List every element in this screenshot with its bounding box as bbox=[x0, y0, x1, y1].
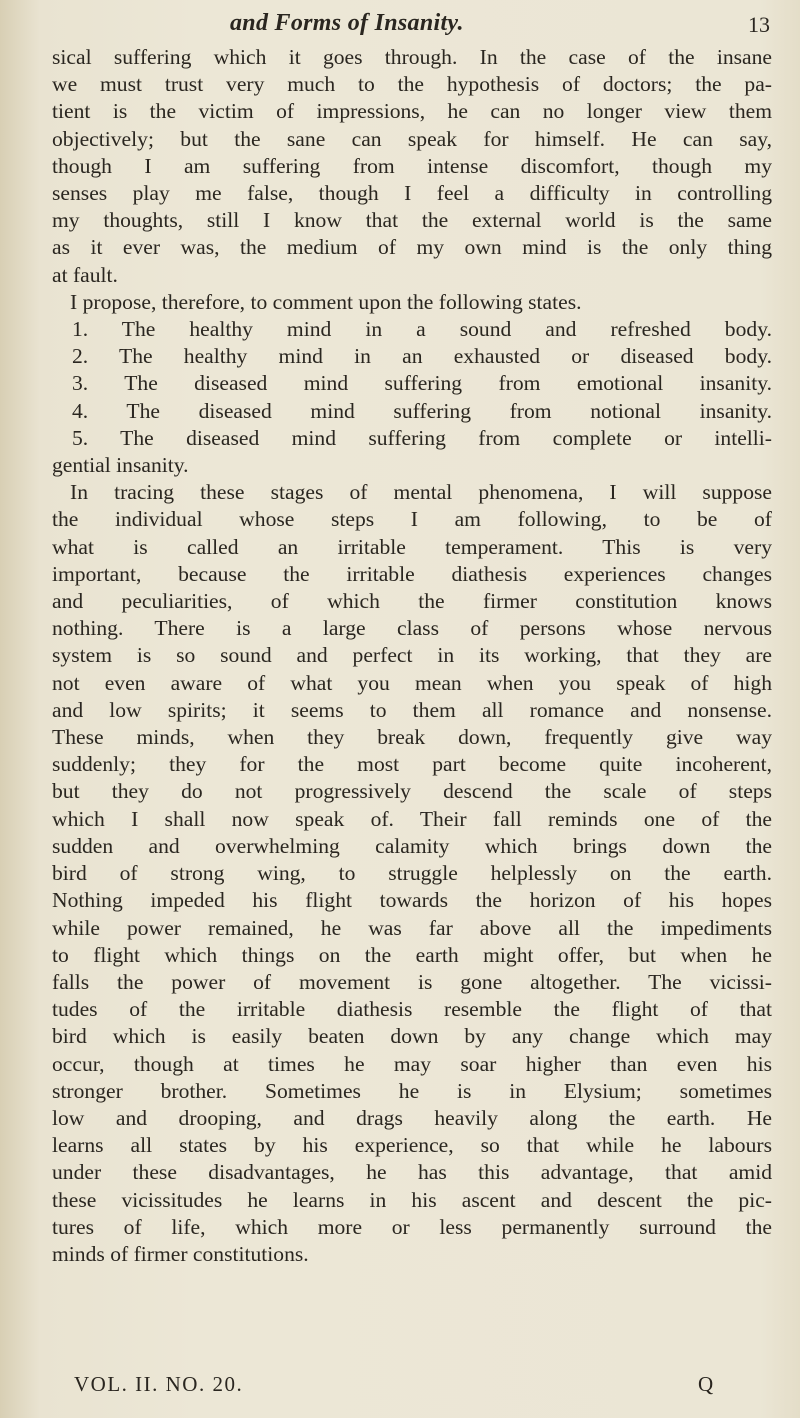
text-line: though I am suffering from intense discomfort, though my bbox=[52, 153, 772, 178]
text-line: while power remained, he was far above all the impediments bbox=[52, 915, 772, 940]
text-line: at fault. bbox=[52, 262, 118, 287]
text-line: under these disadvantages, he has this advantage, that amid bbox=[52, 1160, 772, 1185]
text-line: sical suffering which it goes through. In the case of the insane bbox=[52, 45, 772, 69]
page-header bbox=[0, 6, 800, 42]
text-line: and low spirits; it seems to them all romance and nonsense. bbox=[52, 697, 772, 722]
text-line: objectively; but the sane can speak for himself. He can say, bbox=[52, 126, 772, 151]
text-line: we must trust very much to the hypothesis of doctors; the pa- bbox=[52, 72, 772, 97]
text-line: These minds, when they break down, frequently give way bbox=[52, 725, 772, 750]
text-line: suddenly; they for the most part become quite incoherent, bbox=[52, 752, 772, 777]
text-line: occur, though at times he may soar higher than even his bbox=[52, 1051, 772, 1076]
text-line: the individual whose steps I am following, to be of bbox=[52, 507, 772, 532]
text-line: system is so sound and perfect in its working, that they are bbox=[52, 643, 772, 668]
text-line: I propose, therefore, to comment upon the following states. bbox=[70, 289, 582, 314]
text-line: senses play me false, though I feel a difficulty in controlling bbox=[52, 181, 772, 206]
list-item: 3. The diseased mind suffering from emotional insanity. bbox=[72, 371, 772, 396]
signature-mark: Q bbox=[698, 1372, 714, 1396]
text-line: stronger brother. Sometimes he is in Elysium; sometimes bbox=[52, 1078, 772, 1103]
text-line: but they do not progressively descend the scale of steps bbox=[52, 779, 772, 804]
text-line: In tracing these stages of mental phenomena, I will suppose bbox=[70, 480, 772, 505]
text-line: as it ever was, the medium of my own mind is the only thing bbox=[52, 235, 772, 260]
text-line: nothing. There is a large class of persons whose nervous bbox=[52, 616, 772, 641]
text-line: these vicissitudes he learns in his ascent and descent the pic- bbox=[52, 1187, 772, 1212]
running-title: and Forms of Insanity. bbox=[230, 10, 464, 36]
list-item: 5. The diseased mind suffering from complete or intelli- bbox=[72, 425, 772, 450]
text-line: to flight which things on the earth might offer, but when he bbox=[52, 942, 772, 967]
body-text bbox=[52, 44, 772, 1268]
text-line: low and drooping, and drags heavily along the earth. He bbox=[52, 1105, 772, 1130]
text-line: and peculiarities, of which the firmer constitution knows bbox=[52, 589, 772, 614]
text-line: what is called an irritable temperament. This is very bbox=[52, 534, 772, 559]
text-line: important, because the irritable diathesis experiences changes bbox=[52, 561, 772, 586]
text-line: gential insanity. bbox=[52, 453, 189, 478]
text-line: bird which is easily beaten down by any change which may bbox=[52, 1024, 772, 1049]
text-line: not even aware of what you mean when you speak of high bbox=[52, 670, 772, 695]
volume-signature: VOL. II. NO. 20. bbox=[74, 1372, 244, 1396]
text-line: Nothing impeded his flight towards the horizon of his hopes bbox=[52, 888, 772, 913]
page-number: 13 bbox=[748, 12, 770, 37]
text-line: bird of strong wing, to struggle helplessly on the earth. bbox=[52, 861, 772, 886]
text-line: learns all states by his experience, so that while he labours bbox=[52, 1133, 772, 1158]
list-item: 1. The healthy mind in a sound and refreshed body. bbox=[72, 317, 772, 342]
list-item: 2. The healthy mind in an exhausted or diseased body. bbox=[72, 344, 772, 369]
text-line: minds of firmer constitutions. bbox=[52, 1241, 309, 1266]
text-line: tient is the victim of impressions, he can no longer view them bbox=[52, 99, 772, 124]
list-item: 4. The diseased mind suffering from notional insanity. bbox=[72, 398, 772, 423]
text-line: falls the power of movement is gone altogether. The vicissi- bbox=[52, 969, 772, 994]
text-line: tures of life, which more or less permanently surround the bbox=[52, 1214, 772, 1239]
text-line: tudes of the irritable diathesis resemble the flight of that bbox=[52, 997, 772, 1022]
text-line: which I shall now speak of. Their fall reminds one of the bbox=[52, 806, 772, 831]
text-line: sudden and overwhelming calamity which brings down the bbox=[52, 833, 772, 858]
text-line: my thoughts, still I know that the external world is the same bbox=[52, 208, 772, 233]
